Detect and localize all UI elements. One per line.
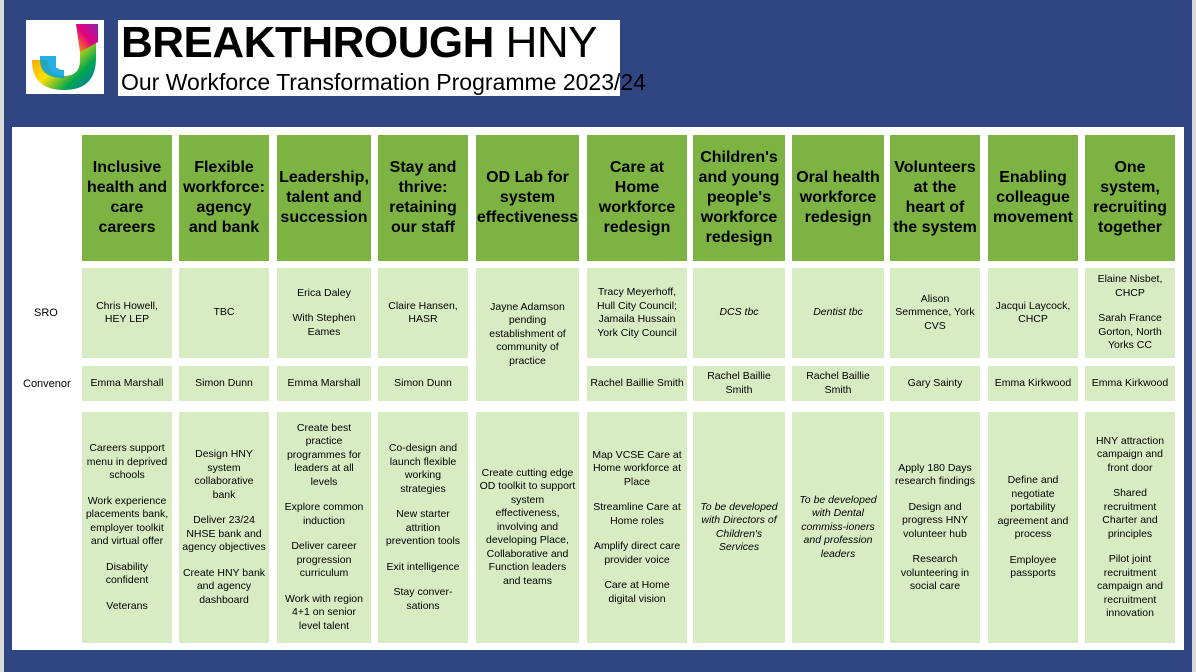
action-item: Veterans bbox=[106, 599, 148, 612]
convenor-cell: Gary Sainty bbox=[890, 366, 980, 401]
actions-cell bbox=[476, 412, 579, 643]
workstream-heading: Leadership, talent and succession bbox=[277, 135, 371, 261]
sro-name: Erica Daley bbox=[297, 286, 351, 299]
action-item: Shared recruitment Charter and principles bbox=[1102, 487, 1158, 540]
sro-text bbox=[479, 301, 576, 369]
sro-text bbox=[85, 300, 169, 327]
action-item: Map VCSE Care at Home workforce at Place bbox=[592, 448, 682, 488]
actions-list bbox=[991, 474, 1075, 581]
action-item: Research volunteering in social care bbox=[900, 553, 970, 592]
sro-text bbox=[381, 300, 465, 327]
action-item: Define and negotiate portability agreement and process bbox=[997, 474, 1069, 541]
sro-name: TBC bbox=[213, 306, 235, 319]
sro-extra: With Stephen Eames bbox=[292, 312, 356, 338]
sro-name: Tracy Meyerhoff, Hull City Council; Jamaila Hussain York City Council bbox=[597, 286, 677, 339]
sro-text bbox=[893, 293, 977, 334]
workstream-heading: Inclusive health and care careers bbox=[82, 135, 172, 261]
actions-cell bbox=[277, 412, 371, 643]
sro-text bbox=[590, 286, 684, 340]
sro-text bbox=[719, 306, 758, 320]
convenor-cell: Simon Dunn bbox=[179, 366, 269, 401]
actions-cell bbox=[693, 412, 785, 643]
convenor-cell: Emma Kirkwood bbox=[1085, 366, 1175, 401]
action-item: Create best practice programmes for leaders at all levels bbox=[286, 421, 362, 488]
action-item: To be developed with Directors of Children's Services bbox=[700, 500, 778, 553]
sro-cell bbox=[378, 268, 468, 358]
sro-text bbox=[991, 300, 1075, 327]
actions-list bbox=[280, 422, 368, 634]
workstream-heading: Stay and thrive: retaining our staff bbox=[378, 135, 468, 261]
actions-cell bbox=[587, 412, 687, 643]
row-label-convenor: Convenor bbox=[23, 378, 71, 390]
action-item: Design and progress HNY volunteer hub bbox=[902, 500, 968, 540]
sro-cell bbox=[82, 268, 172, 358]
sro-cell bbox=[890, 268, 980, 358]
sro-extra: Sarah France Gorton, North Yorks CC bbox=[1098, 312, 1162, 352]
action-item: Exit intelligence bbox=[386, 560, 460, 573]
actions-cell bbox=[1085, 412, 1175, 643]
actions-list bbox=[182, 448, 266, 607]
row-label-sro: SRO bbox=[34, 307, 58, 319]
sro-text bbox=[280, 287, 368, 340]
action-item: Explore common induction bbox=[284, 501, 364, 527]
sro-cell bbox=[792, 268, 884, 358]
action-item: Deliver 23/24 NHSE bank and agency objectives bbox=[182, 514, 266, 553]
programme-title: BREAKTHROUGH HNY bbox=[121, 18, 598, 67]
action-item: Design HNY system collaborative bank bbox=[194, 448, 254, 501]
sro-cell bbox=[277, 268, 371, 358]
convenor-cell: Emma Marshall bbox=[277, 366, 371, 401]
action-item: Create cutting edge OD toolkit to support system effectiveness, involving and developing Place, Collaborative and Function leaders and teams bbox=[479, 466, 576, 587]
action-item: Apply 180 Days research findings bbox=[895, 461, 975, 487]
sro-name: Claire Hansen, HASR bbox=[388, 299, 458, 325]
workstream-heading: Volunteers at the heart of the system bbox=[890, 135, 980, 261]
actions-cell bbox=[792, 412, 884, 643]
sro-name: DCS tbc bbox=[719, 306, 759, 319]
sro-text bbox=[1088, 273, 1172, 353]
workstream-heading: Oral health workforce redesign bbox=[792, 135, 884, 261]
sro-cell bbox=[1085, 268, 1175, 358]
action-item: Stay conver-sations bbox=[393, 586, 453, 612]
sro-name: Chris Howell, HEY LEP bbox=[96, 299, 158, 325]
actions-list bbox=[795, 494, 881, 562]
sro-name: Elaine Nisbet, CHCP bbox=[1097, 273, 1163, 299]
workstream-heading: Flexible workforce: agency and bank bbox=[179, 135, 269, 261]
action-item: Care at Home digital vision bbox=[604, 579, 670, 605]
sro-cell bbox=[587, 268, 687, 358]
sro-name: Jayne Adamson pending establishment of community of practice bbox=[489, 300, 566, 367]
convenor-cell: Rachel Baillie Smith bbox=[693, 366, 785, 401]
actions-list bbox=[381, 442, 465, 613]
sro-text bbox=[813, 306, 863, 320]
convenor-cell: Emma Kirkwood bbox=[988, 366, 1078, 401]
convenor-cell: Rachel Baillie Smith bbox=[792, 366, 884, 401]
action-item: Create HNY bank and agency dashboard bbox=[182, 566, 266, 606]
workstream-heading: OD Lab for system effectiveness bbox=[476, 135, 579, 261]
actions-cell bbox=[179, 412, 269, 643]
breakthrough-logo bbox=[26, 20, 104, 94]
actions-list bbox=[696, 501, 782, 555]
sro-cell bbox=[179, 268, 269, 358]
action-item: Streamline Care at Home roles bbox=[593, 501, 681, 527]
actions-cell bbox=[890, 412, 980, 643]
actions-cell bbox=[378, 412, 468, 643]
action-item: New starter attrition prevention tools bbox=[385, 508, 461, 547]
actions-cell bbox=[82, 412, 172, 643]
convenor-cell: Rachel Baillie Smith bbox=[587, 366, 687, 401]
action-item: Co-design and launch flexible working strategies bbox=[388, 442, 458, 495]
breakthrough-logo-icon bbox=[26, 20, 104, 94]
sro-cell bbox=[693, 268, 785, 358]
sro-text bbox=[214, 306, 235, 320]
actions-list bbox=[893, 462, 977, 594]
action-item: Disability confident bbox=[105, 560, 149, 586]
convenor-cell: Simon Dunn bbox=[378, 366, 468, 401]
sro-cell bbox=[476, 268, 579, 401]
workstream-heading: Children's and young people's workforce redesign bbox=[693, 135, 785, 261]
convenor-cell: Emma Marshall bbox=[82, 366, 172, 401]
sro-name: Alison Semmence, York CVS bbox=[895, 292, 975, 332]
action-item: Careers support menu in deprived schools bbox=[86, 442, 168, 481]
actions-list bbox=[479, 467, 576, 589]
action-item: Employee passports bbox=[1009, 553, 1057, 580]
action-item: Deliver career progression curriculum bbox=[291, 540, 357, 580]
action-item: HNY attraction campaign and front door bbox=[1095, 434, 1165, 474]
action-item: Work with region 4+1 on senior level talent bbox=[284, 592, 363, 632]
action-item: To be developed with Dental commiss-ioners and profession leaders bbox=[799, 493, 877, 560]
actions-list bbox=[1088, 435, 1172, 621]
workstream-heading: Enabling colleague movement bbox=[988, 135, 1078, 261]
sro-name: Jacqui Laycock, CHCP bbox=[995, 299, 1071, 325]
sro-name: Dentist tbc bbox=[813, 306, 863, 319]
action-item: Amplify direct care provider voice bbox=[593, 540, 681, 566]
actions-list bbox=[85, 442, 169, 613]
action-item: Work experience placements bank, employer toolkit and virtual offer bbox=[85, 494, 169, 547]
workstream-heading: One system, recruiting together bbox=[1085, 135, 1175, 261]
workstream-heading: Care at Home workforce redesign bbox=[587, 135, 687, 261]
actions-list bbox=[590, 449, 684, 607]
actions-cell bbox=[988, 412, 1078, 643]
sro-cell bbox=[988, 268, 1078, 358]
header-title-block bbox=[118, 18, 646, 96]
action-item: Pilot joint recruitment campaign and recruitment innovation bbox=[1097, 553, 1163, 619]
programme-subtitle: Our Workforce Transformation Programme 2023/24 bbox=[121, 69, 646, 95]
